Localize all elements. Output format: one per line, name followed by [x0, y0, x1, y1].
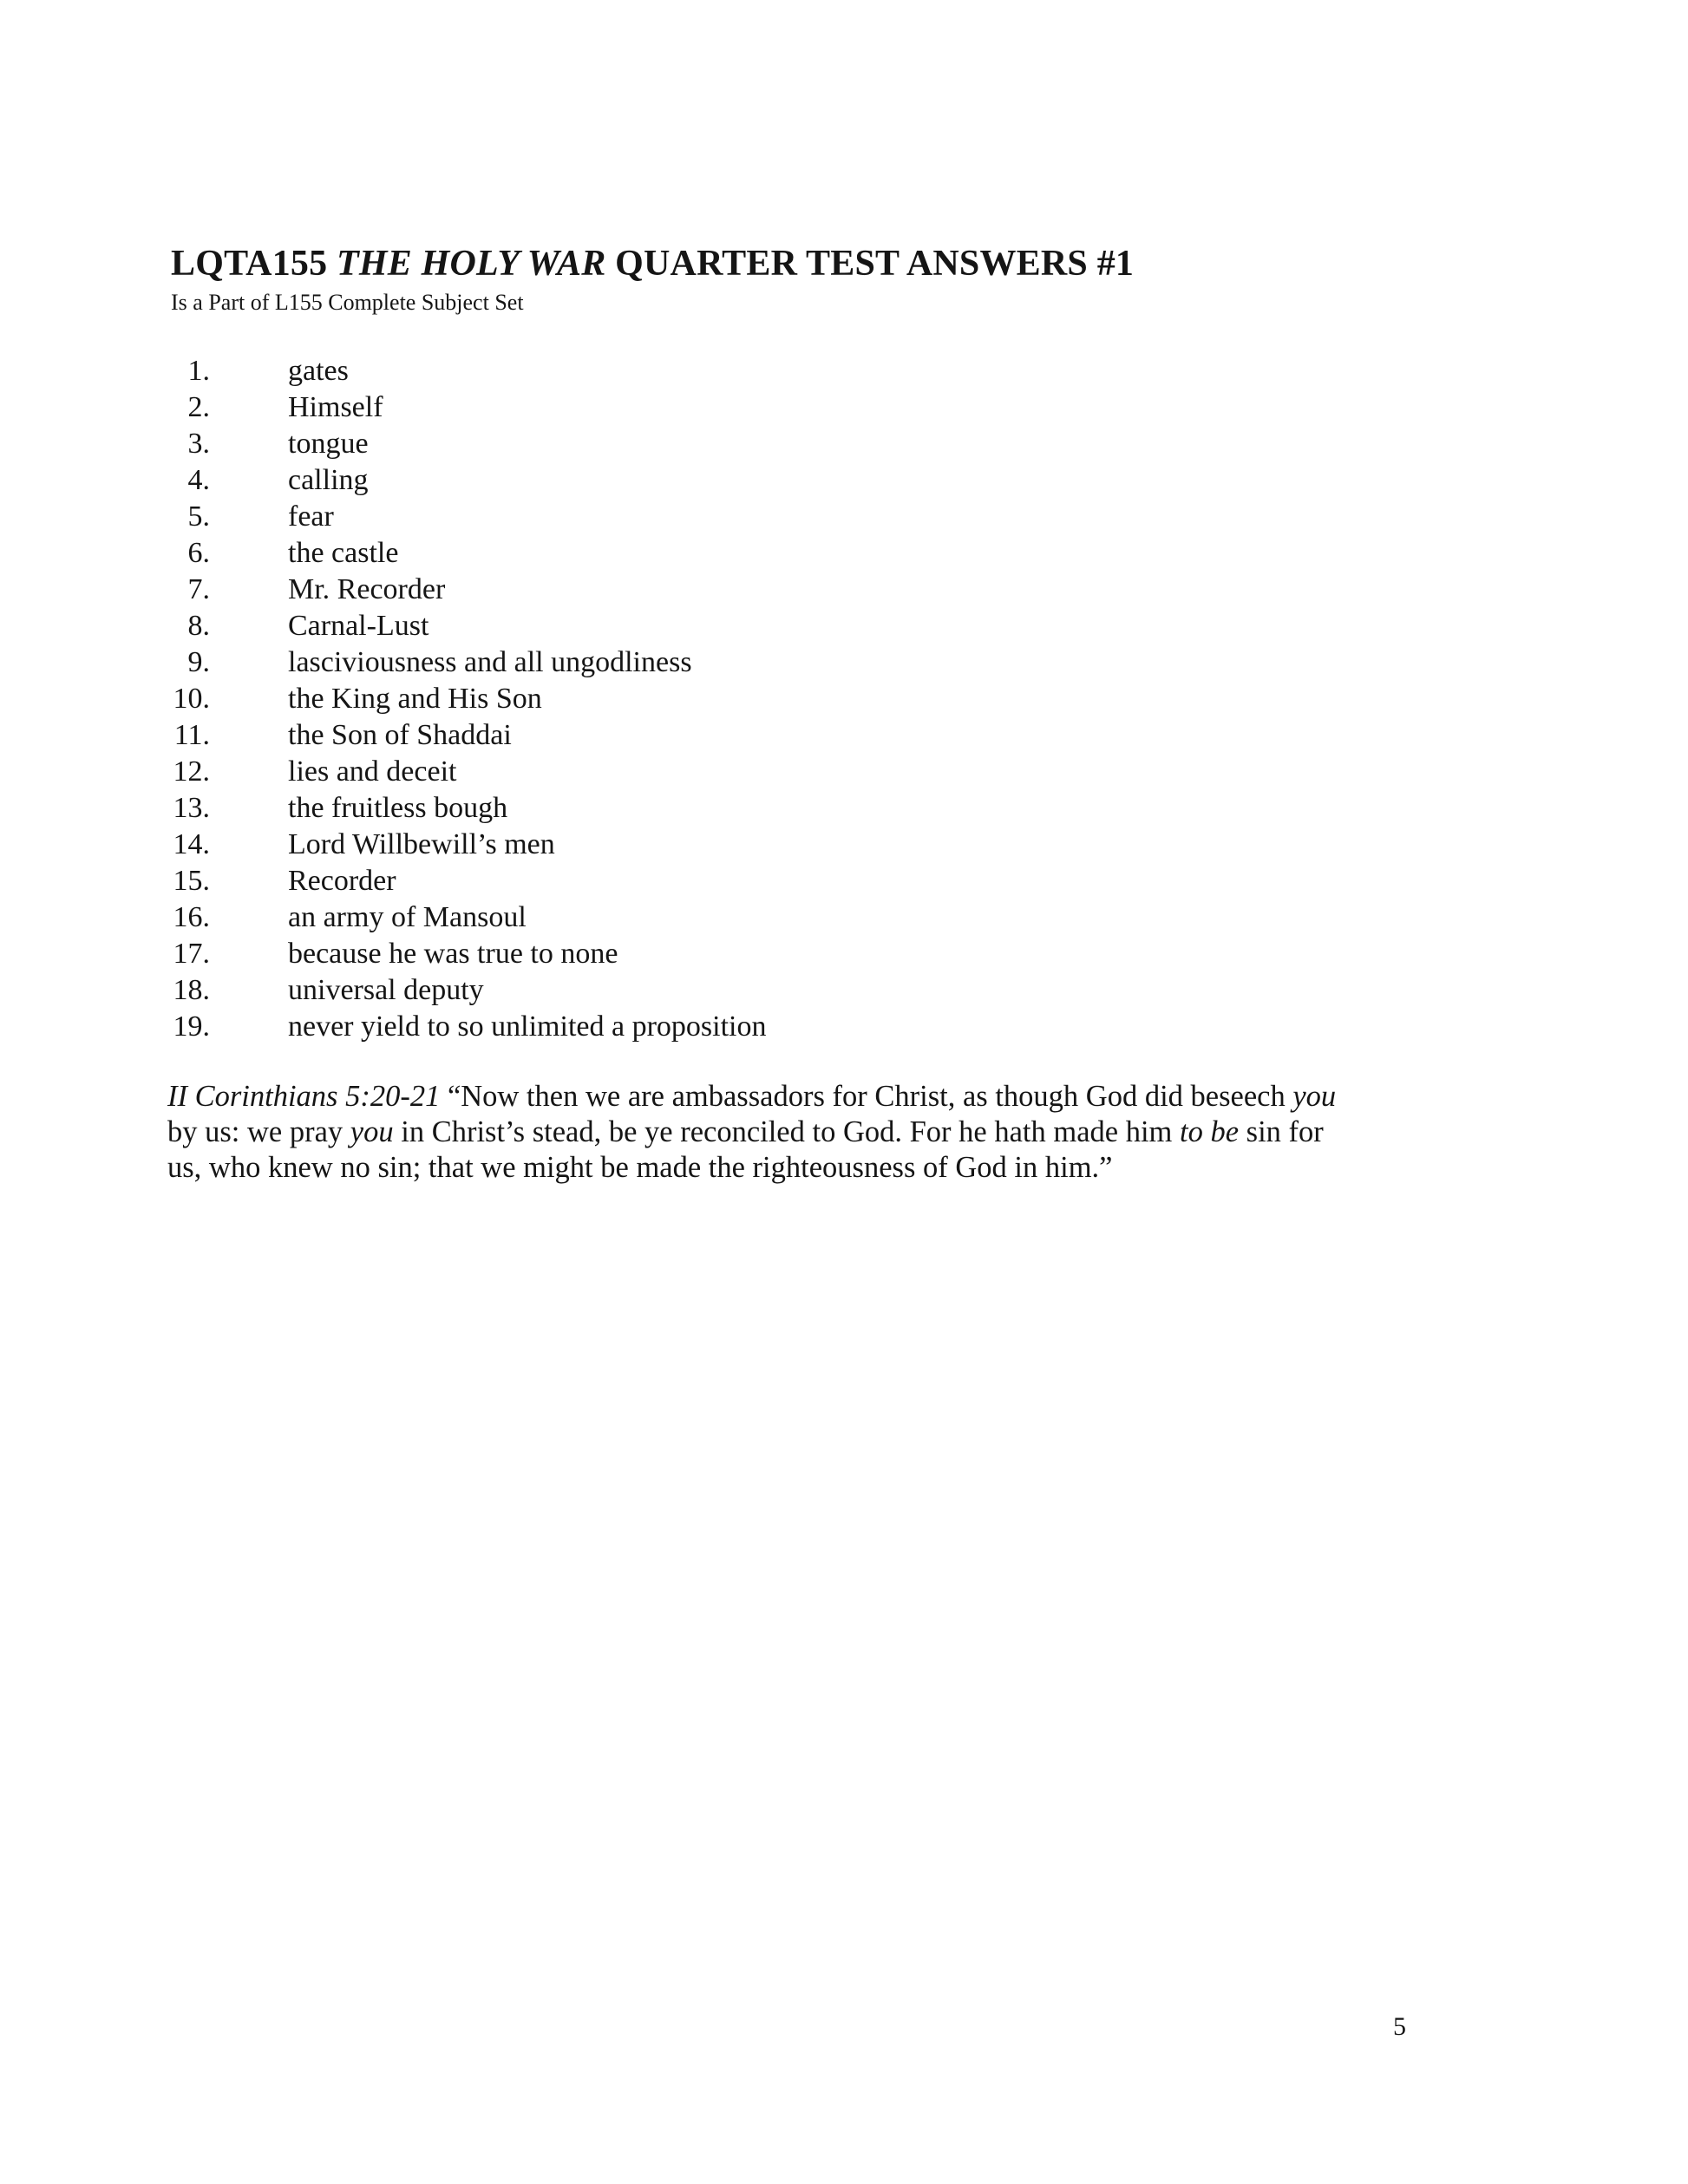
verse-emphasis: you: [1292, 1080, 1337, 1113]
answer-number: 14.: [173, 828, 210, 860]
answer-number: 1.: [187, 355, 210, 387]
answer-number: 4.: [187, 464, 210, 496]
answer-item: [130, 353, 766, 389]
verse-line-3: us, who knew no sin; that we might be made the righteousness of God in him.”: [167, 1151, 1113, 1184]
answer-number: 13.: [173, 792, 210, 824]
answer-text: tongue: [288, 428, 369, 460]
answer-item: [130, 827, 766, 863]
answer-item: [130, 499, 766, 535]
answer-text: Carnal-Lust: [288, 610, 429, 642]
answer-number: 7.: [187, 573, 210, 605]
title-book: THE HOLY WAR: [337, 244, 606, 284]
answer-text: never yield to so unlimited a proposition: [288, 1010, 767, 1043]
answer-item: [130, 644, 766, 681]
answer-text: universal deputy: [288, 974, 484, 1006]
answer-text: Lord Willbewill’s men: [288, 828, 555, 860]
verse-text: sin for: [1239, 1115, 1324, 1148]
answer-item: [130, 1009, 766, 1045]
answer-item: [130, 389, 766, 426]
answer-item: [130, 717, 766, 754]
answer-text: Recorder: [288, 865, 396, 897]
verse-text: by us: we pray: [167, 1115, 350, 1148]
answer-text: lasciviousness and all ungodliness: [288, 646, 692, 678]
answer-number: 12.: [173, 755, 210, 788]
title-rest: QUARTER TEST ANSWERS #1: [615, 244, 1135, 284]
answer-number: 8.: [187, 610, 210, 642]
document-title: [171, 243, 1134, 284]
answer-number: 10.: [173, 683, 210, 715]
answer-number: 2.: [187, 391, 210, 423]
answer-text: fear: [288, 500, 334, 533]
title-code: LQTA155: [171, 244, 328, 284]
page-number: 5: [1393, 2012, 1406, 2041]
verse-line-2: [167, 1115, 1416, 1150]
document-subtitle: Is a Part of L155 Complete Subject Set: [171, 290, 524, 315]
answer-text: because he was true to none: [288, 938, 618, 970]
answer-item: [130, 936, 766, 972]
answer-number: 5.: [187, 500, 210, 533]
answer-number: 15.: [173, 865, 210, 897]
answer-number: 11.: [173, 719, 210, 751]
answer-text: the Son of Shaddai: [288, 719, 512, 751]
answer-item: [130, 681, 766, 717]
answer-item: [130, 754, 766, 790]
verse-text: in Christ’s stead, be ye reconciled to God. For he hath made him: [393, 1115, 1181, 1148]
answer-text: the fruitless bough: [288, 792, 508, 824]
answer-number: 16.: [173, 901, 210, 933]
answer-text: the castle: [288, 537, 399, 569]
answer-text: the King and His Son: [288, 683, 542, 715]
verse-text: “Now then we are ambassadors for Christ, as though God did beseech: [440, 1080, 1293, 1113]
answer-number: 17.: [173, 938, 210, 970]
answer-text: an army of Mansoul: [288, 901, 527, 933]
answer-item: [130, 899, 766, 936]
answer-item: [130, 790, 766, 827]
answer-text: calling: [288, 464, 369, 496]
verse-line-1: [167, 1079, 1416, 1115]
answer-number: 6.: [187, 537, 210, 569]
answer-item: [130, 608, 766, 644]
answer-item: [130, 535, 766, 572]
answer-item: [130, 426, 766, 462]
answer-number: 3.: [187, 428, 210, 460]
verse-emphasis: to be: [1180, 1115, 1240, 1148]
scripture-verse: [167, 1079, 1416, 1186]
answer-number: 18.: [173, 974, 210, 1006]
answer-item: [130, 972, 766, 1009]
verse-emphasis: you: [350, 1115, 394, 1148]
answer-item: [130, 863, 766, 899]
answer-list: [130, 353, 766, 1045]
answer-text: lies and deceit: [288, 755, 457, 788]
answer-text: Mr. Recorder: [288, 573, 446, 605]
answer-number: 19.: [173, 1010, 210, 1043]
answer-number: 9.: [187, 646, 210, 678]
answer-text: gates: [288, 355, 349, 387]
answer-text: Himself: [288, 391, 383, 423]
answer-item: [130, 462, 766, 499]
verse-reference: II Corinthians 5:20-21: [167, 1080, 441, 1113]
answer-item: [130, 572, 766, 608]
